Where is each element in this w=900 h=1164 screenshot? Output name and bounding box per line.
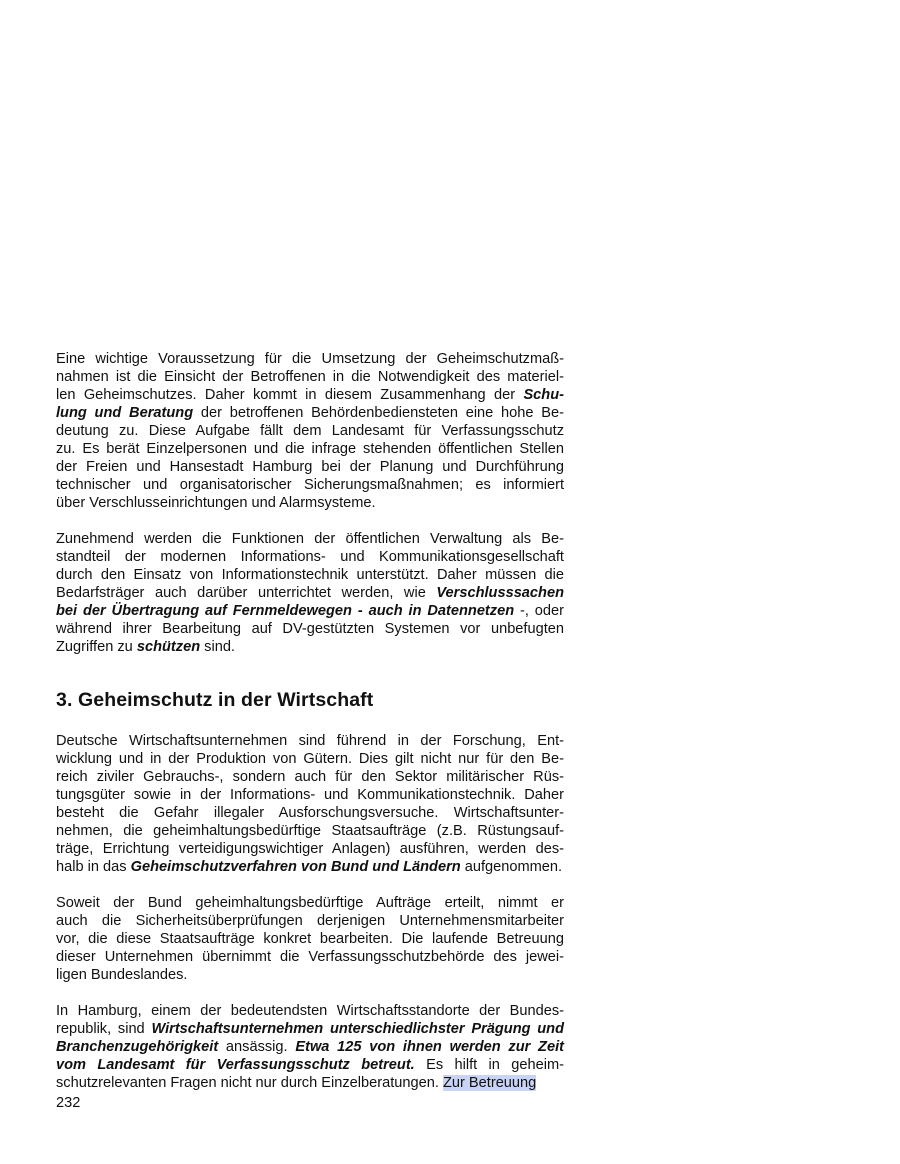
text-line: dieser Unternehmen übernimmt die Verfassungsschutzbehörde des jewei- bbox=[56, 949, 564, 965]
document-body bbox=[56, 350, 564, 1092]
paragraph-bund bbox=[56, 894, 564, 984]
emphasis-text: vom Landesamt für Verfassungsschutz betreut. bbox=[56, 1057, 415, 1073]
text-line: standteil der modernen Informations- und Kommunikationsgesellschaft bbox=[56, 549, 564, 565]
selected-text[interactable]: Zur Betreuung bbox=[442, 1075, 537, 1091]
emphasis-text: schützen bbox=[136, 639, 201, 655]
text-line: über Verschlusseinrichtungen und Alarmsysteme. bbox=[56, 495, 376, 511]
text-line: technischer und organisatorischer Sicherungsmaßnahmen; es informiert bbox=[56, 477, 564, 493]
text-line: reich ziviler Gebrauchs-, sondern auch für den Sektor militärischer Rüs- bbox=[56, 769, 564, 785]
emphasis-text: Verschlusssachen bbox=[436, 585, 564, 601]
emphasis-text: Etwa 125 von ihnen werden zur Zeit bbox=[295, 1039, 565, 1055]
text-line: vom Landesamt für Verfassungsschutz betreut. Es hilft in geheim- bbox=[56, 1057, 564, 1073]
text-line: len Geheimschutzes. Daher kommt in diesem Zusammenhang der Schu- bbox=[56, 387, 564, 403]
text-line: träge, Errichtung verteidigungswichtiger Anlagen) ausführen, werden des- bbox=[56, 841, 564, 857]
paragraph-hamburg bbox=[56, 1002, 564, 1092]
emphasis-text: Wirtschaftsunternehmen unterschiedlichster Prägung und bbox=[151, 1021, 565, 1037]
text-line: nahmen ist die Einsicht der Betroffenen in die Notwendigkeit des materiel- bbox=[56, 369, 564, 385]
text-line: auch die Sicherheitsüberprüfungen derjenigen Unternehmensmitarbeiter bbox=[56, 913, 564, 929]
text-line: Bedarfsträger auch darüber unterrichtet werden, wie Verschlusssachen bbox=[56, 585, 564, 601]
text-line: der Freien und Hansestadt Hamburg bei der Planung und Durchführung bbox=[56, 459, 564, 475]
text-line: zu. Es berät Einzelpersonen und die infrage stehenden öffentlichen Stellen bbox=[56, 441, 564, 457]
paragraph-datennetze bbox=[56, 530, 564, 656]
text-line: deutung zu. Diese Aufgabe fällt dem Landesamt für Verfassungsschutz bbox=[56, 423, 564, 439]
text-line: Zugriffen zu schützen sind. bbox=[56, 639, 235, 655]
emphasis-text: bei der Übertragung auf Fernmeldewegen - auch in Datennetzen bbox=[56, 603, 515, 619]
text-line: während ihrer Bearbeitung auf DV-gestützten Systemen vor unbefugten bbox=[56, 621, 564, 637]
text-line: besteht die Gefahr illegaler Ausforschungsversuche. Wirtschaftsunter- bbox=[56, 805, 564, 821]
page-number: 232 bbox=[56, 1095, 81, 1111]
text-line: lung und Beratung der betroffenen Behördenbediensteten eine hohe Be- bbox=[56, 405, 564, 421]
paragraph-wirtschaft bbox=[56, 732, 564, 876]
text-line: vor, die diese Staatsaufträge konkret bearbeiten. Die laufende Betreuung bbox=[56, 931, 564, 947]
text-line: schutzrelevanten Fragen nicht nur durch Einzelberatungen. Zur Betreuung bbox=[56, 1075, 537, 1091]
text-line: In Hamburg, einem der bedeutendsten Wirtschaftsstandorte der Bundes- bbox=[56, 1003, 564, 1019]
emphasis-text: Geheimschutzverfahren von Bund und Ländern bbox=[130, 859, 461, 875]
text-line: Zunehmend werden die Funktionen der öffentlichen Verwaltung als Be- bbox=[56, 531, 564, 547]
emphasis-text: Branchenzugehörigkeit bbox=[56, 1039, 219, 1055]
emphasis-text: Schu- bbox=[523, 387, 564, 403]
text-line: ligen Bundeslandes. bbox=[56, 967, 188, 983]
text-line: bei der Übertragung auf Fernmeldewegen - auch in Datennetzen -, oder bbox=[56, 603, 564, 619]
text-line: durch den Einsatz von Informationstechnik unterstützt. Daher müssen die bbox=[56, 567, 564, 583]
text-line: wicklung und in der Produktion von Gütern. Dies gilt nicht nur für den Be- bbox=[56, 751, 564, 767]
emphasis-text: lung und Beratung bbox=[56, 405, 194, 421]
text-line: Branchenzugehörigkeit ansässig. Etwa 125 von ihnen werden zur Zeit bbox=[56, 1039, 565, 1055]
section-heading: 3. Geheimschutz in der Wirtschaft bbox=[56, 689, 374, 711]
text-line: halb in das Geheimschutzverfahren von Bund und Ländern aufgenommen. bbox=[56, 859, 563, 875]
paragraph-schulung bbox=[56, 350, 564, 512]
text-line: Deutsche Wirtschaftsunternehmen sind führend in der Forschung, Ent- bbox=[56, 733, 564, 749]
text-line: Eine wichtige Voraussetzung für die Umsetzung der Geheimschutzmaß- bbox=[56, 351, 564, 367]
text-line: republik, sind Wirtschaftsunternehmen unterschiedlichster Prägung und bbox=[56, 1021, 565, 1037]
text-line: Soweit der Bund geheimhaltungsbedürftige Aufträge erteilt, nimmt er bbox=[56, 895, 564, 911]
text-line: nehmen, die geheimhaltungsbedürftige Staatsaufträge (z.B. Rüstungsauf- bbox=[56, 823, 564, 839]
text-line: tungsgüter sowie in der Informations- und Kommunikationstechnik. Daher bbox=[56, 787, 564, 803]
